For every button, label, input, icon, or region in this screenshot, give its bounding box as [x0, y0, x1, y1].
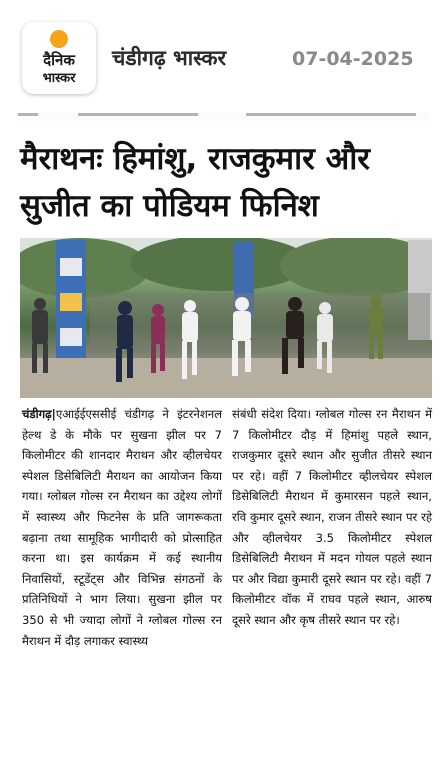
article-body-column-1	[22, 404, 222, 651]
dateline: चंडीगढ़|	[22, 407, 56, 421]
logo-line1: दैनिक	[43, 51, 75, 69]
dainik-bhaskar-logo	[22, 22, 96, 94]
column-2-text: संबंधी संदेश दिया। ग्लोबल गोल्स रन मैराथन में 7 किलोमीटर दौड़ में हिमांशु पहले स्थान, राजकुमार दूसरे स्थान और सुजीत तीसरे स्थान पर रहे। वहीं 7 किलोमीटर व्हीलचेयर स्पेशल डिसेबिलिटी मैराथन में कुमारसन पहले स्थान, रवि कुमार दूसरे स्थान, राजन तीसरे स्थान पर रहे और व्हीलचेयर 3.5 किलोमीटर स्पेशल डिसेबिलिटी मैराथन में मदन गोयल पहले स्थान पर और विद्या कुमारी दूसरे स्थान पर रहे। वहीं 7 किलोमीटर वॉक में राघव पहले स्थान, आरुष दूसरे स्थान और कृष तीसरे स्थान पर रहे।	[232, 407, 432, 627]
runners-illustration	[20, 238, 432, 398]
article-body-column-2	[232, 404, 432, 631]
logo-line2: भास्कर	[42, 71, 76, 86]
article-headline: मैराथनः हिमांशु, राजकुमार और सुजीत का पोडियम फिनिश	[20, 141, 370, 224]
marathon-photo	[20, 238, 432, 398]
header	[0, 0, 445, 112]
clipping-edge	[18, 113, 430, 121]
edition-date: 07-04-2025	[292, 48, 414, 70]
paper-name: चंडीगढ़ भास्कर	[112, 46, 227, 70]
sun-icon	[50, 30, 68, 48]
column-1-text: एआईईएससीई चंडीगढ़ ने इंटरनेशनल हेल्थ डे के मौके पर सुखना झील पर 7 किलोमीटर की शानदार मैराथन और व्हीलचेयर स्पेशल डिसेबिलिटी मैराथन का आयोजन किया गया। ग्लोबल गोल्स रन मैराथन का उद्देश्य लोगों में स्वास्थ्य और फिटनेस के प्रति जागरूकता बढ़ाना तथा सामूहिक भागीदारी को प्रोत्साहित करना था। इस कार्यक्रम में कई स्थानीय निवासियों, स्टूडेंट्स और विभिन्न संगठनों के प्रतिनिधियों ने भाग लिया। सुखना झील पर 350 से भी ज्यादा लोगों ने ग्लोबल गोल्स रन मैराथन में दौड़ लगाकर स्वास्थ्य	[22, 407, 222, 648]
